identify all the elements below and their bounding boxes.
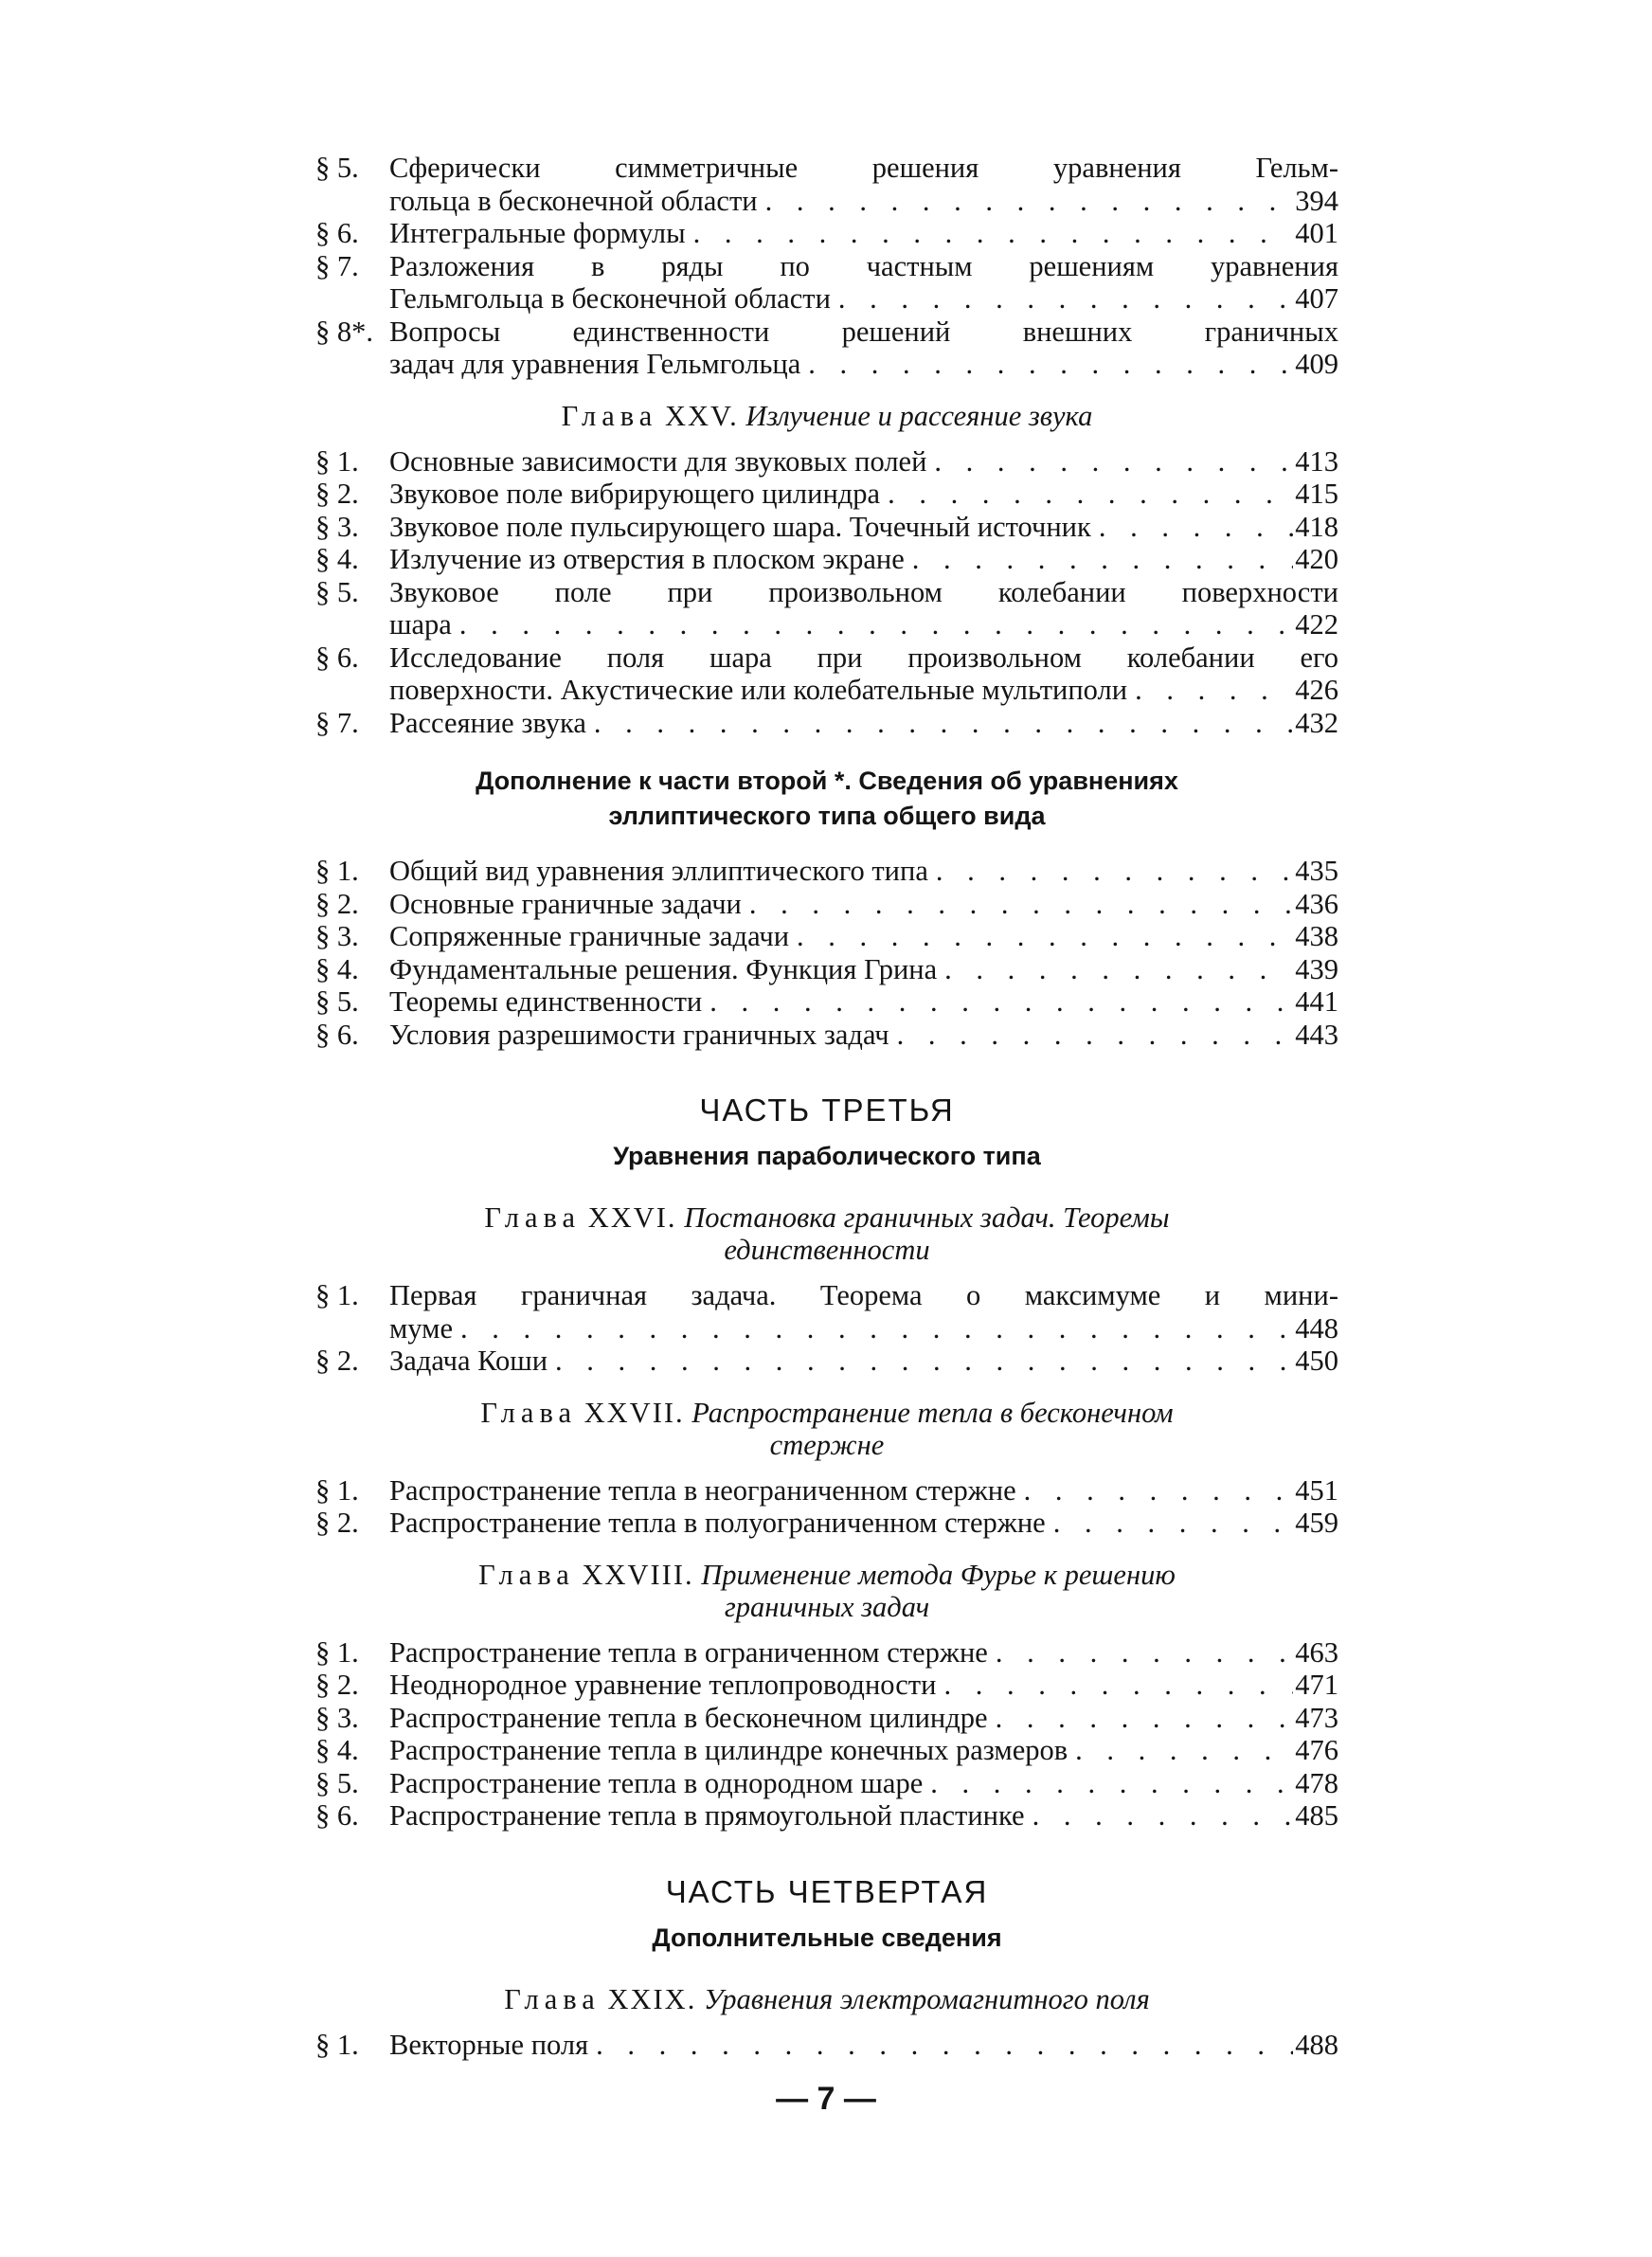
dot-leader — [588, 2029, 1293, 2062]
entry-title-text: Задача Коши — [389, 1345, 548, 1377]
dot-leader — [1025, 1799, 1293, 1833]
section-number: § 6. — [315, 1799, 359, 1832]
entry-title-text: Векторные поля — [389, 2028, 589, 2061]
entry-title-text: гольца в бесконечной области — [389, 184, 758, 217]
toc-entry — [315, 576, 1338, 641]
entry-last-line — [389, 888, 1338, 921]
entry-title-text: Распространение тепла в ограниченном стержне — [389, 1635, 988, 1669]
entry-title-text: Распространение тепла в прямоугольной пластинке — [389, 1799, 1025, 1832]
entry-last-line — [389, 348, 1338, 381]
dot-leader — [758, 185, 1293, 218]
toc-entry — [315, 250, 1338, 316]
page-reference: 438 — [1295, 920, 1338, 952]
toc-group-chapter-28 — [315, 1636, 1338, 1833]
toc-entry — [315, 888, 1338, 921]
part-4-subtitle: Дополнительные сведения — [652, 1923, 1002, 1952]
entry-body — [389, 543, 1338, 576]
entry-last-line — [389, 1312, 1338, 1345]
page-reference: 451 — [1295, 1473, 1338, 1507]
entry-title-text: Условия разрешимости граничных задач — [389, 1018, 889, 1051]
page-reference: 418 — [1295, 510, 1338, 543]
table-of-contents-page — [315, 152, 1338, 2061]
chapter-number: XXIX. — [607, 1982, 697, 2015]
dot-leader — [1091, 511, 1293, 544]
page-reference: 436 — [1295, 887, 1338, 920]
toc-entry — [315, 1345, 1338, 1378]
page-reference: 415 — [1295, 478, 1338, 510]
toc-entry — [315, 641, 1338, 707]
chapter-label: Глава — [504, 1982, 601, 2015]
toc-group-chapter-25 — [315, 445, 1338, 740]
entry-last-line — [389, 608, 1338, 641]
page-reference: 401 — [1295, 217, 1338, 249]
entry-last-line — [389, 1636, 1338, 1670]
entry-title-text: Сопряженные граничные задачи — [389, 920, 790, 952]
dot-leader — [988, 1636, 1293, 1670]
toc-entry — [315, 217, 1338, 250]
toc-entry — [315, 1734, 1338, 1767]
dot-leader — [1127, 674, 1293, 707]
page-reference: 448 — [1295, 1311, 1338, 1345]
section-number: § 3. — [315, 920, 359, 952]
dot-leader — [936, 1669, 1293, 1702]
chapter-title: Излучение и рассеяние звука — [745, 399, 1093, 432]
page-number: — 7 — — [776, 2081, 876, 2117]
page-reference: 439 — [1295, 952, 1338, 985]
entry-title-text: Неоднородное уравнение теплопроводности — [389, 1669, 937, 1701]
entry-body — [389, 445, 1338, 478]
entry-body — [389, 855, 1338, 888]
toc-group-chapter-29 — [315, 2029, 1338, 2062]
entry-title-text: муме — [389, 1311, 453, 1345]
page-reference: 463 — [1295, 1635, 1338, 1669]
page-reference: 435 — [1295, 855, 1338, 887]
section-number: § 1. — [315, 1635, 359, 1669]
dot-leader — [889, 1019, 1293, 1052]
entry-body — [389, 217, 1338, 250]
entry-body — [389, 152, 1338, 217]
entry-body — [389, 1345, 1338, 1378]
entry-last-line — [389, 985, 1338, 1019]
section-number: § 2. — [315, 1507, 359, 1539]
page-reference: 432 — [1295, 706, 1338, 739]
entry-title-text: поверхности. Акустические или колебательные мультиполи — [389, 674, 1128, 706]
entry-last-line — [389, 1474, 1338, 1508]
section-number: § 1. — [315, 444, 359, 478]
supplement-heading — [315, 764, 1338, 834]
entry-title-text: Распространение тепла в бесконечном цилиндре — [389, 1701, 988, 1734]
chapter-heading-29 — [315, 1983, 1338, 2015]
entry-last-line — [389, 1734, 1338, 1767]
dot-leader — [937, 953, 1293, 986]
chapter-title-line-1: Применение метода Фурье к решению — [701, 1558, 1176, 1591]
entry-title-text: Рассеяние звука — [389, 706, 586, 739]
entry-body — [389, 511, 1338, 544]
dot-leader — [905, 543, 1293, 576]
entry-title-text: Теоремы единственности — [389, 985, 703, 1018]
entry-body — [389, 1799, 1338, 1833]
toc-group-chapter-26 — [315, 1279, 1338, 1378]
entry-last-line — [389, 1767, 1338, 1800]
toc-entry — [315, 985, 1338, 1019]
toc-entry — [315, 1019, 1338, 1052]
entry-body — [389, 1019, 1338, 1052]
entry-last-line — [389, 920, 1338, 953]
section-number: § 5. — [315, 985, 359, 1018]
chapter-heading-27 — [315, 1397, 1338, 1461]
section-number: § 2. — [315, 1669, 359, 1701]
chapter-heading-28 — [315, 1559, 1338, 1623]
chapter-number: XXVIII. — [582, 1558, 694, 1591]
entry-title-text: Фундаментальные решения. Функция Грина — [389, 952, 938, 985]
chapter-title-line-2: единственности — [724, 1234, 930, 1266]
entry-body — [389, 888, 1338, 921]
toc-group-supplement — [315, 855, 1338, 1051]
toc-entry — [315, 1636, 1338, 1670]
chapter-number: XXVII. — [584, 1396, 685, 1429]
entry-body — [389, 953, 1338, 986]
entry-last-line — [389, 1799, 1338, 1833]
dot-leader — [1016, 1474, 1293, 1508]
chapter-label: Глава — [561, 399, 658, 432]
toc-entry — [315, 316, 1338, 381]
toc-entry — [315, 953, 1338, 986]
chapter-title-line-1: Постановка граничных задач. Теоремы — [684, 1201, 1170, 1234]
dot-leader — [686, 217, 1293, 250]
entry-title-text: Звуковое поле вибрирующего цилиндра — [389, 478, 881, 510]
entry-last-line — [389, 2029, 1338, 2062]
section-number: § 4. — [315, 543, 359, 575]
toc-entry — [315, 2029, 1338, 2062]
entry-title-text: задач для уравнения Гельмгольца — [389, 348, 801, 380]
entry-last-line — [389, 1019, 1338, 1052]
entry-title-line: Сферически симметричные решения уравнения Гельм- — [389, 152, 1338, 184]
part-3-subtitle: Уравнения параболического типа — [613, 1142, 1041, 1170]
toc-entry — [315, 1799, 1338, 1833]
entry-last-line — [389, 953, 1338, 986]
chapter-heading-26 — [315, 1201, 1338, 1266]
section-number: § 6. — [315, 217, 359, 249]
entry-body — [389, 641, 1338, 707]
entry-last-line — [389, 707, 1338, 740]
entry-title-text: Звуковое поле пульсирующего шара. Точечный источник — [389, 510, 1091, 543]
dot-leader — [548, 1345, 1293, 1378]
page-reference: 488 — [1295, 2028, 1338, 2061]
chapter-title-line-1: Распространение тепла в бесконечном — [691, 1396, 1174, 1429]
chapter-title-line-2: стержне — [769, 1428, 885, 1461]
entry-last-line — [389, 674, 1338, 707]
page-reference: 485 — [1295, 1799, 1338, 1832]
dot-leader — [453, 1312, 1293, 1345]
entry-body — [389, 1702, 1338, 1735]
entry-last-line — [389, 511, 1338, 544]
entry-title-text: Общий вид уравнения эллиптического типа — [389, 855, 928, 887]
section-number: § 1. — [315, 2028, 359, 2061]
section-number: § 1. — [315, 1279, 359, 1311]
toc-entry — [315, 1702, 1338, 1735]
dot-leader — [1046, 1507, 1293, 1540]
entry-title-line: Вопросы единственности решений внешних граничных — [389, 315, 1338, 348]
toc-entry — [315, 511, 1338, 544]
dot-leader — [923, 1767, 1293, 1800]
section-number: § 2. — [315, 478, 359, 510]
entry-body — [389, 478, 1338, 511]
toc-entry — [315, 543, 1338, 576]
entry-body — [389, 1474, 1338, 1508]
chapter-number: XXVI. — [587, 1201, 677, 1234]
dot-leader — [789, 920, 1293, 953]
entry-title-text: Распространение тепла в полуограниченном стержне — [389, 1507, 1046, 1539]
entry-title-line: Исследование поля шара при произвольном колебании его — [389, 641, 1338, 674]
section-number: § 6. — [315, 641, 359, 674]
page-reference: 478 — [1295, 1766, 1338, 1799]
dot-leader — [742, 888, 1293, 921]
entry-last-line — [389, 185, 1338, 218]
dot-leader — [831, 282, 1293, 316]
toc-group-chapter-24 — [315, 152, 1338, 381]
supplement-heading-line-1: Дополнение к части второй *. Сведения об уравнениях — [476, 767, 1178, 795]
entry-body — [389, 250, 1338, 316]
page-reference: 407 — [1295, 282, 1338, 315]
toc-entry — [315, 920, 1338, 953]
page-reference: 471 — [1295, 1669, 1338, 1701]
entry-last-line — [389, 478, 1338, 511]
dot-leader — [800, 348, 1293, 381]
section-number: § 7. — [315, 706, 359, 739]
toc-entry — [315, 1474, 1338, 1508]
supplement-heading-line-2: эллиптического типа общего вида — [608, 802, 1046, 830]
page-reference: 409 — [1295, 348, 1338, 380]
entry-body — [389, 1279, 1338, 1345]
entry-body — [389, 1636, 1338, 1670]
entry-body — [389, 576, 1338, 641]
toc-entry — [315, 1767, 1338, 1800]
toc-entry — [315, 707, 1338, 740]
entry-last-line — [389, 855, 1338, 888]
dot-leader — [702, 985, 1293, 1019]
entry-body — [389, 1734, 1338, 1767]
section-number: § 6. — [315, 1018, 359, 1051]
section-number: § 4. — [315, 1734, 359, 1766]
section-number: § 4. — [315, 952, 359, 985]
entry-last-line — [389, 282, 1338, 316]
entry-last-line — [389, 1345, 1338, 1378]
chapter-title: Уравнения электромагнитного поля — [703, 1982, 1150, 2015]
page-reference: 450 — [1295, 1345, 1338, 1377]
section-number: § 2. — [315, 1345, 359, 1377]
page-reference: 422 — [1295, 608, 1338, 641]
entry-last-line — [389, 445, 1338, 478]
entry-body — [389, 316, 1338, 381]
part-4-title: ЧАСТЬ ЧЕТВЕРТАЯ — [665, 1873, 989, 1909]
toc-entry — [315, 1507, 1338, 1540]
dot-leader — [452, 608, 1293, 641]
entry-last-line — [389, 543, 1338, 576]
toc-entry — [315, 1279, 1338, 1345]
entry-title-line: Звуковое поле при произвольном колебании поверхности — [389, 575, 1338, 608]
page-reference: 473 — [1295, 1701, 1338, 1734]
entry-body — [389, 920, 1338, 953]
entry-body — [389, 2029, 1338, 2062]
section-number: § 5. — [315, 152, 359, 184]
entry-body — [389, 985, 1338, 1019]
entry-title-text: шара — [389, 608, 452, 641]
toc-entry — [315, 1669, 1338, 1702]
entry-last-line — [389, 1702, 1338, 1735]
section-number: § 2. — [315, 887, 359, 920]
entry-title-text: Основные граничные задачи — [389, 887, 742, 920]
dot-leader — [988, 1702, 1293, 1735]
toc-entry — [315, 445, 1338, 478]
section-number: § 5. — [315, 575, 359, 608]
entry-body — [389, 1507, 1338, 1540]
chapter-title-line-2: граничных задач — [724, 1590, 930, 1623]
chapter-label: Глава — [484, 1201, 582, 1234]
chapter-number: XXV. — [664, 399, 739, 432]
toc-entry — [315, 152, 1338, 217]
toc-group-chapter-27 — [315, 1474, 1338, 1540]
entry-title-text: Основные зависимости для звуковых полей — [389, 444, 927, 478]
section-number: § 3. — [315, 1701, 359, 1734]
section-number: § 3. — [315, 510, 359, 543]
part-3-title: ЧАСТЬ ТРЕТЬЯ — [699, 1092, 955, 1128]
entry-body — [389, 1669, 1338, 1702]
chapter-heading-25 — [315, 400, 1338, 432]
page-reference: 420 — [1295, 543, 1338, 575]
entry-title-line: Разложения в ряды по частным решениям уравнения — [389, 249, 1338, 282]
dot-leader — [586, 707, 1293, 740]
chapter-label: Глава — [478, 1558, 575, 1591]
dot-leader — [1068, 1734, 1293, 1767]
section-number: § 1. — [315, 855, 359, 887]
page-reference: 394 — [1295, 184, 1338, 217]
toc-entry — [315, 855, 1338, 888]
page-reference: 476 — [1295, 1734, 1338, 1766]
page-reference: 459 — [1295, 1507, 1338, 1539]
dot-leader — [926, 445, 1293, 478]
chapter-label: Глава — [480, 1396, 577, 1429]
entry-last-line — [389, 1507, 1338, 1540]
dot-leader — [880, 478, 1293, 511]
entry-title-text: Распространение тепла в цилиндре конечных размеров — [389, 1734, 1068, 1766]
section-number: § 5. — [315, 1766, 359, 1799]
entry-last-line — [389, 1669, 1338, 1702]
page-reference: 443 — [1295, 1018, 1338, 1051]
dot-leader — [928, 855, 1293, 888]
entry-title-line: Первая граничная задача. Теорема о максимуме и мини- — [389, 1279, 1338, 1311]
entry-body — [389, 707, 1338, 740]
entry-title-text: Распространение тепла в неограниченном стержне — [389, 1473, 1016, 1507]
section-number: § 8*. — [315, 315, 373, 348]
entry-body — [389, 1767, 1338, 1800]
entry-last-line — [389, 217, 1338, 250]
toc-entry — [315, 478, 1338, 511]
entry-title-text: Гельмгольца в бесконечной области — [389, 282, 831, 315]
section-number: § 7. — [315, 249, 359, 282]
entry-title-text: Интегральные формулы — [389, 217, 686, 249]
entry-title-text: Распространение тепла в однородном шаре — [389, 1766, 924, 1799]
page-reference: 441 — [1295, 985, 1338, 1018]
entry-title-text: Излучение из отверстия в плоском экране — [389, 543, 905, 575]
page-reference: 426 — [1295, 674, 1338, 706]
section-number: § 1. — [315, 1473, 359, 1507]
page-reference: 413 — [1295, 444, 1338, 478]
